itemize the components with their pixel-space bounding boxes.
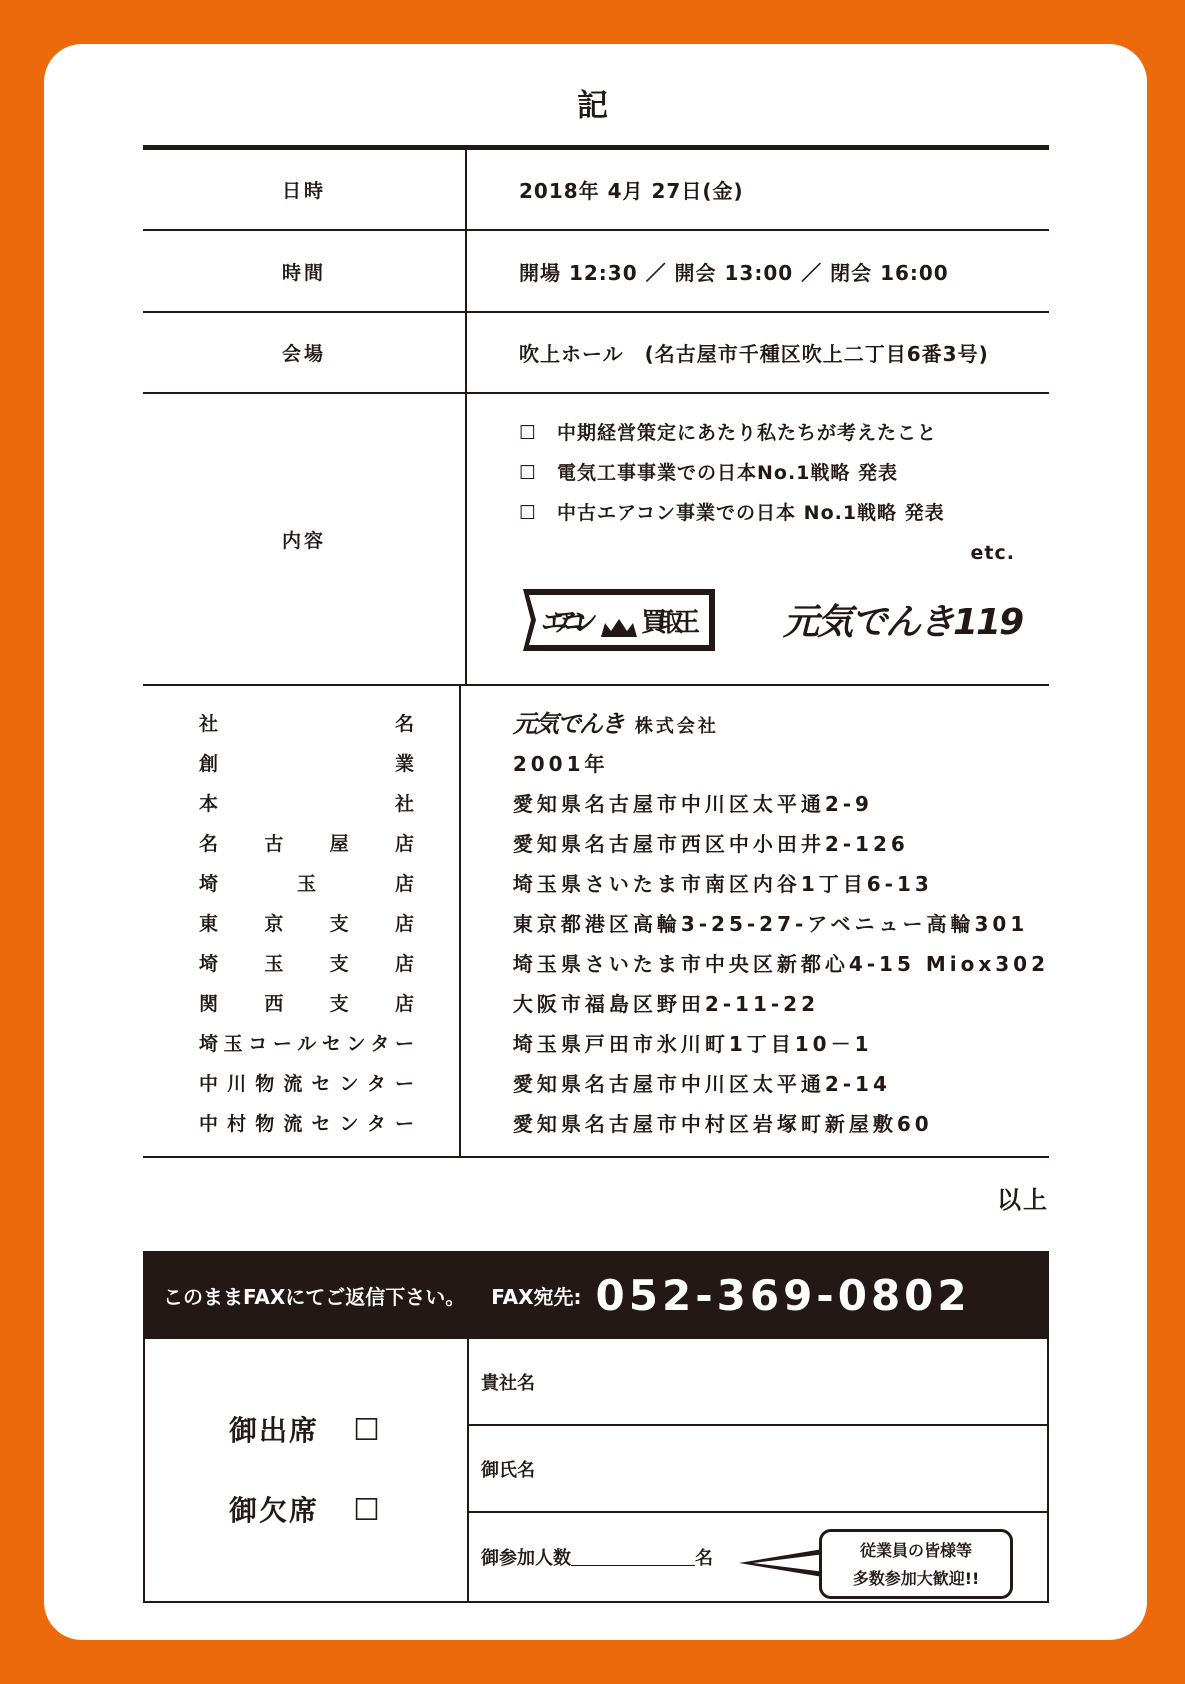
genki-denki-119-logo: 元気でんき119 [783, 602, 1023, 643]
company-name [513, 712, 1049, 752]
company-field-value: 東京都港区高輪3-25-27-アベニュー高輪301 [512, 912, 1029, 936]
company-field-value: 埼玉県さいたま市中央区新都心4-15 Miox302 [512, 952, 1049, 976]
participants-unit: 名 [695, 1548, 713, 1569]
content-item [519, 458, 898, 485]
row-company [143, 686, 1049, 1158]
absent-label: 御欠席 [229, 1494, 320, 1527]
checkbox-icon: ☐ [519, 462, 538, 484]
content-item [519, 498, 945, 525]
company-field-label: 名古屋店 [199, 833, 414, 855]
company-field-value: 愛知県名古屋市中村区岩塚町新屋敷60 [512, 1112, 933, 1136]
company-field-value: 大阪市福島区野田2-11-22 [512, 992, 820, 1016]
company-field-label: 埼玉支店 [199, 953, 414, 975]
page-title: 記 [577, 88, 608, 124]
checkbox-icon: ☐ [519, 422, 538, 444]
company-field-label: 関西支店 [199, 993, 414, 1015]
content-item [519, 418, 937, 445]
absent-option[interactable] [229, 1489, 382, 1529]
company-field-value: 埼玉県さいたま市南区内谷1丁目6-13 [512, 872, 933, 896]
time-label: 時間 [143, 231, 467, 311]
attend-checkbox[interactable]: ☐ [353, 1413, 382, 1448]
company-field-label: 中村物流センター [199, 1113, 414, 1135]
company-name-field-label: 貴社名 [481, 1372, 535, 1394]
absent-checkbox[interactable]: ☐ [353, 1493, 382, 1528]
company-values [461, 686, 1049, 1156]
person-name-field-label: 御氏名 [481, 1459, 535, 1481]
company-field-label: 社名 [199, 713, 414, 735]
company-field-label: 埼玉店 [199, 873, 414, 895]
content-item-text: 中古エアコン事業での日本 No.1戦略 発表 [557, 502, 945, 524]
date-label: 日時 [143, 150, 467, 229]
speech-bubble-tail-icon [739, 1543, 825, 1583]
participants-label: 御参加人数 [481, 1548, 571, 1569]
row-venue [143, 313, 1049, 394]
participants-blank[interactable] [571, 1548, 695, 1566]
aircon-kaitorio-logo [521, 587, 717, 653]
reply-fields [469, 1339, 1047, 1601]
company-field-value: 愛知県名古屋市中川区太平通2-9 [512, 792, 873, 816]
reply-form [143, 1339, 1049, 1603]
company-name-field[interactable] [469, 1339, 1047, 1426]
content-item-text: 電気工事事業での日本No.1戦略 発表 [557, 462, 899, 484]
svg-text:買取王: 買取王 [641, 608, 701, 638]
company-field-label: 埼玉コールセンター [199, 1033, 414, 1055]
row-time [143, 231, 1049, 313]
company-field-value: 埼玉県戸田市氷川町1丁目10－1 [512, 1032, 873, 1056]
company-field-label: 本社 [199, 793, 414, 815]
welcome-speech-bubble [819, 1529, 1013, 1599]
etc-text: etc. [970, 542, 1015, 564]
fax-message: このままFAXにてご返信下さい。 [163, 1284, 466, 1309]
fax-number: 052-369-0802 [595, 1270, 971, 1320]
company-field-value: 愛知県名古屋市西区中小田井2-126 [512, 832, 909, 856]
fax-banner [143, 1251, 1049, 1339]
date-value: 2018年 4月 27日(金) [519, 179, 744, 203]
company-field-label: 中川物流センター [199, 1073, 414, 1095]
fax-to-label: FAX宛先: [491, 1284, 582, 1309]
company-labels [143, 686, 461, 1156]
company-name-suffix: 株式会社 [634, 716, 719, 737]
content-item-text: 中期経営策定にあたり私たちが考えたこと [557, 422, 938, 444]
company-field-label: 創業 [199, 753, 414, 775]
attendance-section [145, 1339, 469, 1601]
venue-value: 吹上ホール (名古屋市千種区吹上二丁目6番3号) [519, 342, 989, 366]
venue-label: 会場 [143, 313, 467, 392]
bubble-line: 従業員の皆様等 [859, 1541, 972, 1560]
person-name-field[interactable] [469, 1426, 1047, 1513]
row-date [143, 150, 1049, 231]
participants-field[interactable] [469, 1513, 1047, 1601]
company-field-value: 愛知県名古屋市中川区太平通2-14 [512, 1072, 891, 1096]
event-info-table [143, 145, 1049, 1158]
attend-option[interactable] [229, 1409, 382, 1449]
time-value: 開場 12:30 ／ 開会 13:00 ／ 閉会 16:00 [519, 260, 949, 285]
checkbox-icon: ☐ [519, 502, 538, 524]
content-label: 内容 [143, 394, 467, 684]
svg-text:エアコン: エアコン [541, 608, 599, 638]
company-field-value: 2001年 [512, 752, 609, 776]
content-value [467, 394, 1049, 684]
genki-denki-logo: 元気でんき [512, 710, 623, 738]
attend-label: 御出席 [229, 1414, 320, 1447]
closing-text: 以上 [997, 1186, 1049, 1214]
row-content [143, 394, 1049, 686]
company-field-label: 東京支店 [199, 913, 414, 935]
bubble-line: 多数参加大歓迎!! [852, 1569, 980, 1588]
